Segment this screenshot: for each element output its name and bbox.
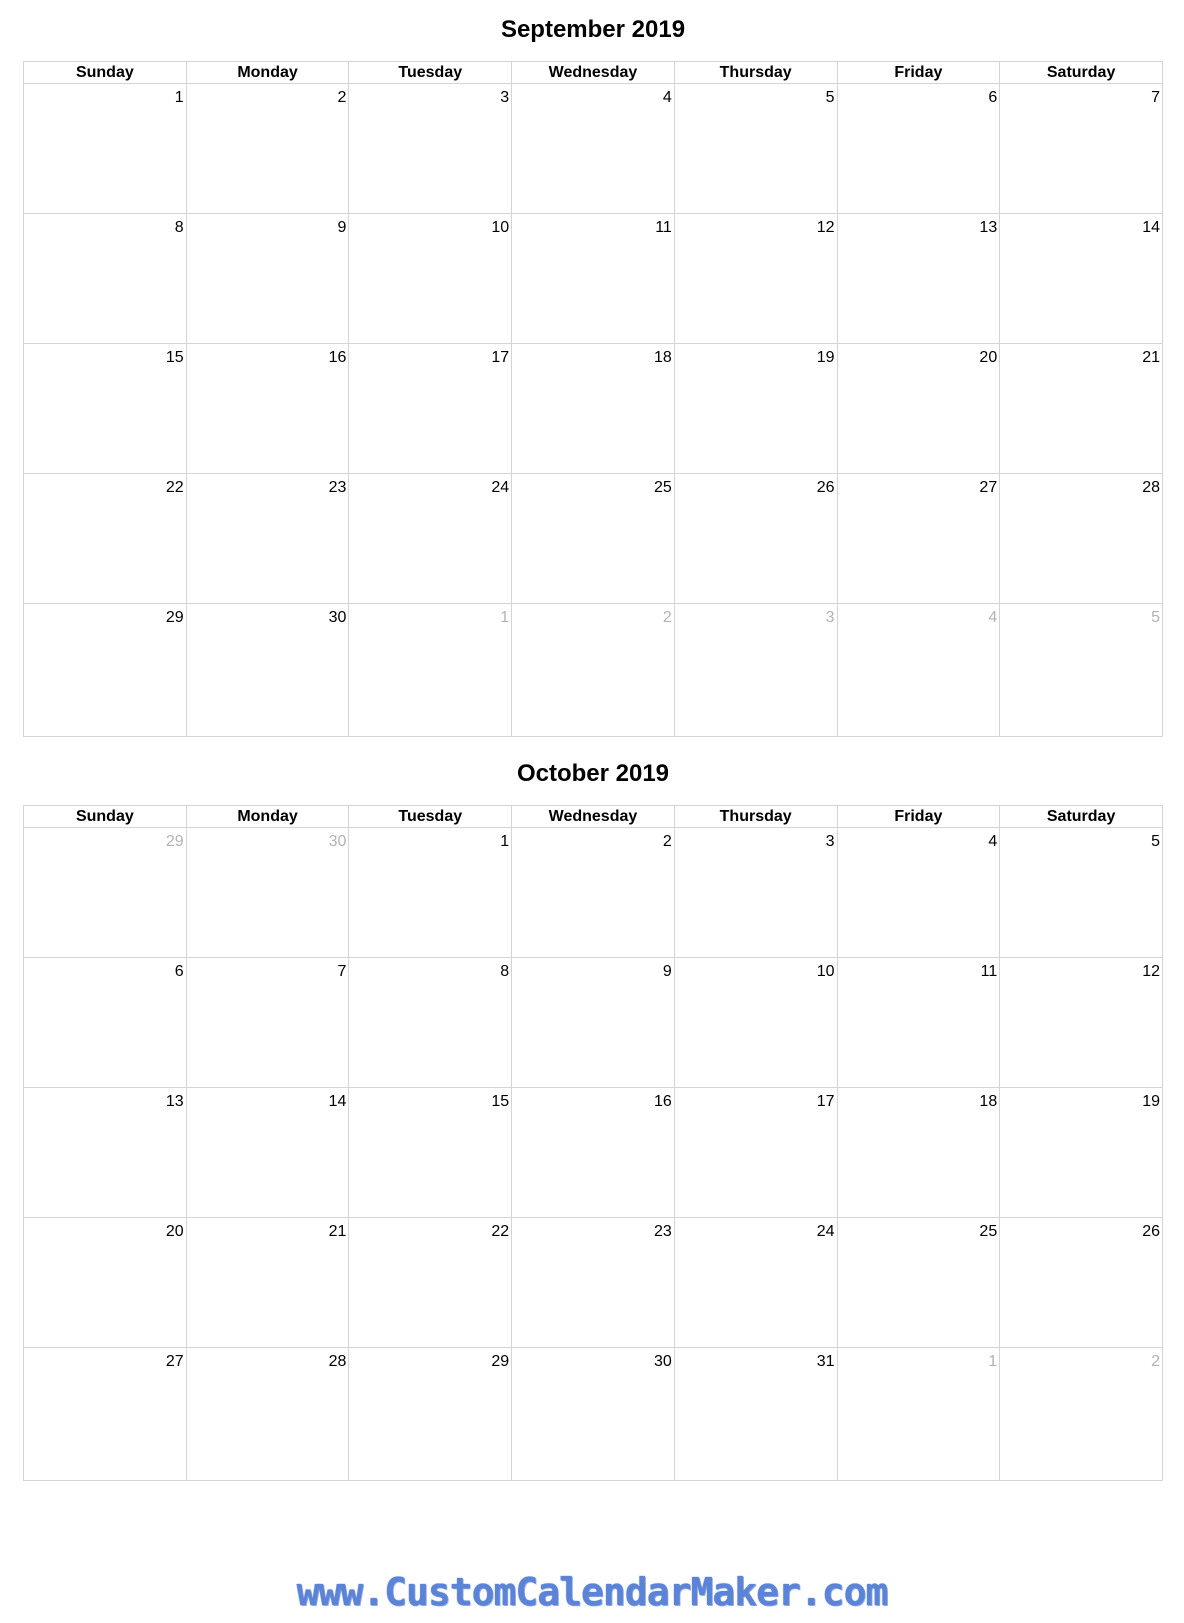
day-cell[interactable]: [837, 604, 1000, 737]
calendar-grid: [23, 61, 1163, 737]
day-number: 2: [337, 89, 347, 106]
day-number: 31: [816, 1353, 835, 1370]
day-number: 25: [654, 479, 672, 496]
day-cell[interactable]: [512, 474, 675, 604]
day-number: 12: [816, 219, 835, 236]
adjacent-month-day-number: 4: [988, 609, 998, 626]
day-cell[interactable]: [837, 828, 1000, 958]
day-number: 8: [500, 963, 510, 980]
day-cell[interactable]: [837, 1218, 1000, 1348]
day-number: 24: [816, 1223, 835, 1240]
day-number: 21: [328, 1223, 347, 1240]
weekday-header-row: [24, 62, 1163, 84]
day-cell[interactable]: [186, 344, 349, 474]
day-number: 22: [491, 1223, 510, 1240]
day-cell[interactable]: [24, 604, 187, 737]
day-number: 25: [979, 1223, 998, 1240]
week-row: [24, 84, 1163, 214]
weekday-header: Tuesday: [349, 806, 512, 828]
weekday-header: Monday: [186, 62, 349, 84]
adjacent-month-day-number: 1: [500, 609, 510, 626]
day-number: 26: [1142, 1223, 1160, 1240]
adjacent-month-day-number: 1: [988, 1353, 998, 1370]
day-number: 5: [825, 89, 835, 106]
week-row: [24, 344, 1163, 474]
day-cell[interactable]: [24, 1088, 187, 1218]
day-cell[interactable]: [349, 84, 512, 214]
day-cell[interactable]: [24, 344, 187, 474]
day-number: 23: [654, 1223, 672, 1240]
weekday-header: Wednesday: [512, 806, 675, 828]
day-cell[interactable]: [837, 214, 1000, 344]
day-number: 2: [662, 833, 672, 850]
day-cell[interactable]: [837, 474, 1000, 604]
day-cell[interactable]: [1000, 214, 1163, 344]
weekday-header: Saturday: [1000, 62, 1163, 84]
week-row: [24, 214, 1163, 344]
day-cell[interactable]: [24, 1218, 187, 1348]
day-cell[interactable]: [1000, 1218, 1163, 1348]
day-cell[interactable]: [186, 1348, 349, 1481]
day-cell[interactable]: [674, 604, 837, 737]
day-number: 13: [979, 219, 998, 236]
day-number: 6: [174, 963, 184, 980]
weekday-header: Monday: [186, 806, 349, 828]
day-cell[interactable]: [674, 1218, 837, 1348]
month-october: [23, 759, 1163, 1484]
day-cell[interactable]: [837, 1348, 1000, 1481]
day-cell[interactable]: [24, 828, 187, 958]
day-cell[interactable]: [349, 604, 512, 737]
day-cell[interactable]: [186, 1088, 349, 1218]
weekday-header: Thursday: [674, 62, 837, 84]
day-cell[interactable]: [186, 958, 349, 1088]
day-cell[interactable]: [186, 1218, 349, 1348]
day-number: 22: [165, 479, 184, 496]
day-number: 9: [662, 963, 672, 980]
day-cell[interactable]: [674, 214, 837, 344]
day-number: 1: [174, 89, 184, 106]
day-number: 13: [165, 1093, 184, 1110]
day-cell[interactable]: [1000, 344, 1163, 474]
day-number: 24: [491, 479, 510, 496]
week-row: [24, 1088, 1163, 1218]
day-cell[interactable]: [512, 958, 675, 1088]
day-cell[interactable]: [24, 958, 187, 1088]
day-cell[interactable]: [512, 1218, 675, 1348]
day-cell[interactable]: [837, 1088, 1000, 1218]
weekday-header: Sunday: [24, 806, 187, 828]
day-number: 29: [491, 1353, 510, 1370]
footer-website-link[interactable]: www.CustomCalendarMaker.com: [296, 1570, 888, 1614]
weekday-header: Friday: [837, 806, 1000, 828]
day-number: 16: [654, 1093, 672, 1110]
day-cell[interactable]: [674, 84, 837, 214]
weekday-header: Wednesday: [512, 62, 675, 84]
weekday-header: Friday: [837, 62, 1000, 84]
day-cell[interactable]: [1000, 84, 1163, 214]
day-number: 29: [165, 609, 184, 626]
day-number: 19: [816, 349, 835, 366]
week-row: [24, 1348, 1163, 1481]
day-cell[interactable]: [349, 1218, 512, 1348]
day-cell[interactable]: [512, 214, 675, 344]
day-cell[interactable]: [674, 958, 837, 1088]
day-cell[interactable]: [837, 84, 1000, 214]
day-cell[interactable]: [349, 1088, 512, 1218]
day-cell[interactable]: [1000, 1348, 1163, 1481]
day-cell[interactable]: [1000, 474, 1163, 604]
day-number: 10: [816, 963, 835, 980]
day-cell[interactable]: [24, 1348, 187, 1481]
day-number: 5: [1151, 833, 1160, 850]
day-cell[interactable]: [674, 828, 837, 958]
weekday-header: Saturday: [1000, 806, 1163, 828]
day-number: 17: [816, 1093, 835, 1110]
day-number: 21: [1142, 349, 1160, 366]
day-cell[interactable]: [349, 344, 512, 474]
day-cell[interactable]: [1000, 604, 1163, 737]
day-number: 20: [165, 1223, 184, 1240]
month-title: October 2019: [516, 760, 670, 787]
day-number: 17: [491, 349, 510, 366]
weekday-header: Thursday: [674, 806, 837, 828]
day-cell[interactable]: [837, 344, 1000, 474]
adjacent-month-day-number: 5: [1151, 609, 1160, 626]
day-cell[interactable]: [674, 1088, 837, 1218]
day-cell[interactable]: [1000, 828, 1163, 958]
day-cell[interactable]: [186, 214, 349, 344]
day-number: 19: [1142, 1093, 1160, 1110]
day-cell[interactable]: [674, 344, 837, 474]
day-number: 18: [979, 1093, 998, 1110]
day-number: 15: [165, 349, 184, 366]
day-number: 11: [655, 219, 672, 236]
day-number: 28: [328, 1353, 347, 1370]
day-number: 30: [328, 609, 347, 626]
day-number: 4: [662, 89, 672, 106]
adjacent-month-day-number: 3: [825, 609, 835, 626]
day-number: 27: [165, 1353, 184, 1370]
weekday-header: Sunday: [24, 62, 187, 84]
day-cell[interactable]: [349, 214, 512, 344]
weekday-header-row: [24, 806, 1163, 828]
day-cell[interactable]: [349, 1348, 512, 1481]
adjacent-month-day-number: 2: [662, 609, 672, 626]
day-number: 20: [979, 349, 998, 366]
day-number: 27: [979, 479, 998, 496]
day-number: 26: [816, 479, 835, 496]
day-cell[interactable]: [674, 474, 837, 604]
day-number: 12: [1142, 963, 1160, 980]
day-cell[interactable]: [349, 828, 512, 958]
adjacent-month-day-number: 30: [328, 833, 347, 850]
month-september: [23, 15, 1163, 740]
day-cell[interactable]: [186, 828, 349, 958]
day-cell[interactable]: [24, 214, 187, 344]
day-cell[interactable]: [512, 1348, 675, 1481]
day-number: 15: [491, 1093, 510, 1110]
day-cell[interactable]: [512, 344, 675, 474]
week-row: [24, 958, 1163, 1088]
day-number: 7: [1151, 89, 1160, 106]
day-cell[interactable]: [349, 958, 512, 1088]
day-cell[interactable]: [837, 958, 1000, 1088]
day-number: 8: [174, 219, 184, 236]
day-cell[interactable]: [1000, 958, 1163, 1088]
month-title: September 2019: [500, 16, 686, 43]
week-row: [24, 828, 1163, 958]
day-cell[interactable]: [186, 604, 349, 737]
day-number: 3: [825, 833, 835, 850]
day-number: 30: [654, 1353, 672, 1370]
day-cell[interactable]: [512, 84, 675, 214]
day-number: 11: [980, 963, 998, 980]
day-number: 9: [337, 219, 347, 236]
day-number: 6: [988, 89, 998, 106]
day-cell[interactable]: [186, 474, 349, 604]
day-number: 23: [328, 479, 347, 496]
day-cell[interactable]: [1000, 1088, 1163, 1218]
adjacent-month-day-number: 29: [165, 833, 184, 850]
day-cell[interactable]: [349, 474, 512, 604]
week-row: [24, 604, 1163, 737]
day-number: 4: [988, 833, 998, 850]
day-number: 16: [328, 349, 347, 366]
weekday-header: Tuesday: [349, 62, 512, 84]
day-cell[interactable]: [186, 84, 349, 214]
day-cell[interactable]: [24, 474, 187, 604]
calendar-grid: [23, 805, 1163, 1481]
day-number: 28: [1142, 479, 1160, 496]
adjacent-month-day-number: 2: [1151, 1353, 1160, 1370]
day-number: 10: [491, 219, 510, 236]
day-number: 1: [500, 833, 510, 850]
day-cell[interactable]: [674, 1348, 837, 1481]
week-row: [24, 1218, 1163, 1348]
day-number: 18: [654, 349, 672, 366]
day-cell[interactable]: [512, 604, 675, 737]
day-cell[interactable]: [24, 84, 187, 214]
day-number: 14: [328, 1093, 347, 1110]
week-row: [24, 474, 1163, 604]
day-number: 14: [1142, 219, 1160, 236]
day-number: 7: [337, 963, 347, 980]
day-cell[interactable]: [512, 828, 675, 958]
day-cell[interactable]: [512, 1088, 675, 1218]
day-number: 3: [500, 89, 510, 106]
